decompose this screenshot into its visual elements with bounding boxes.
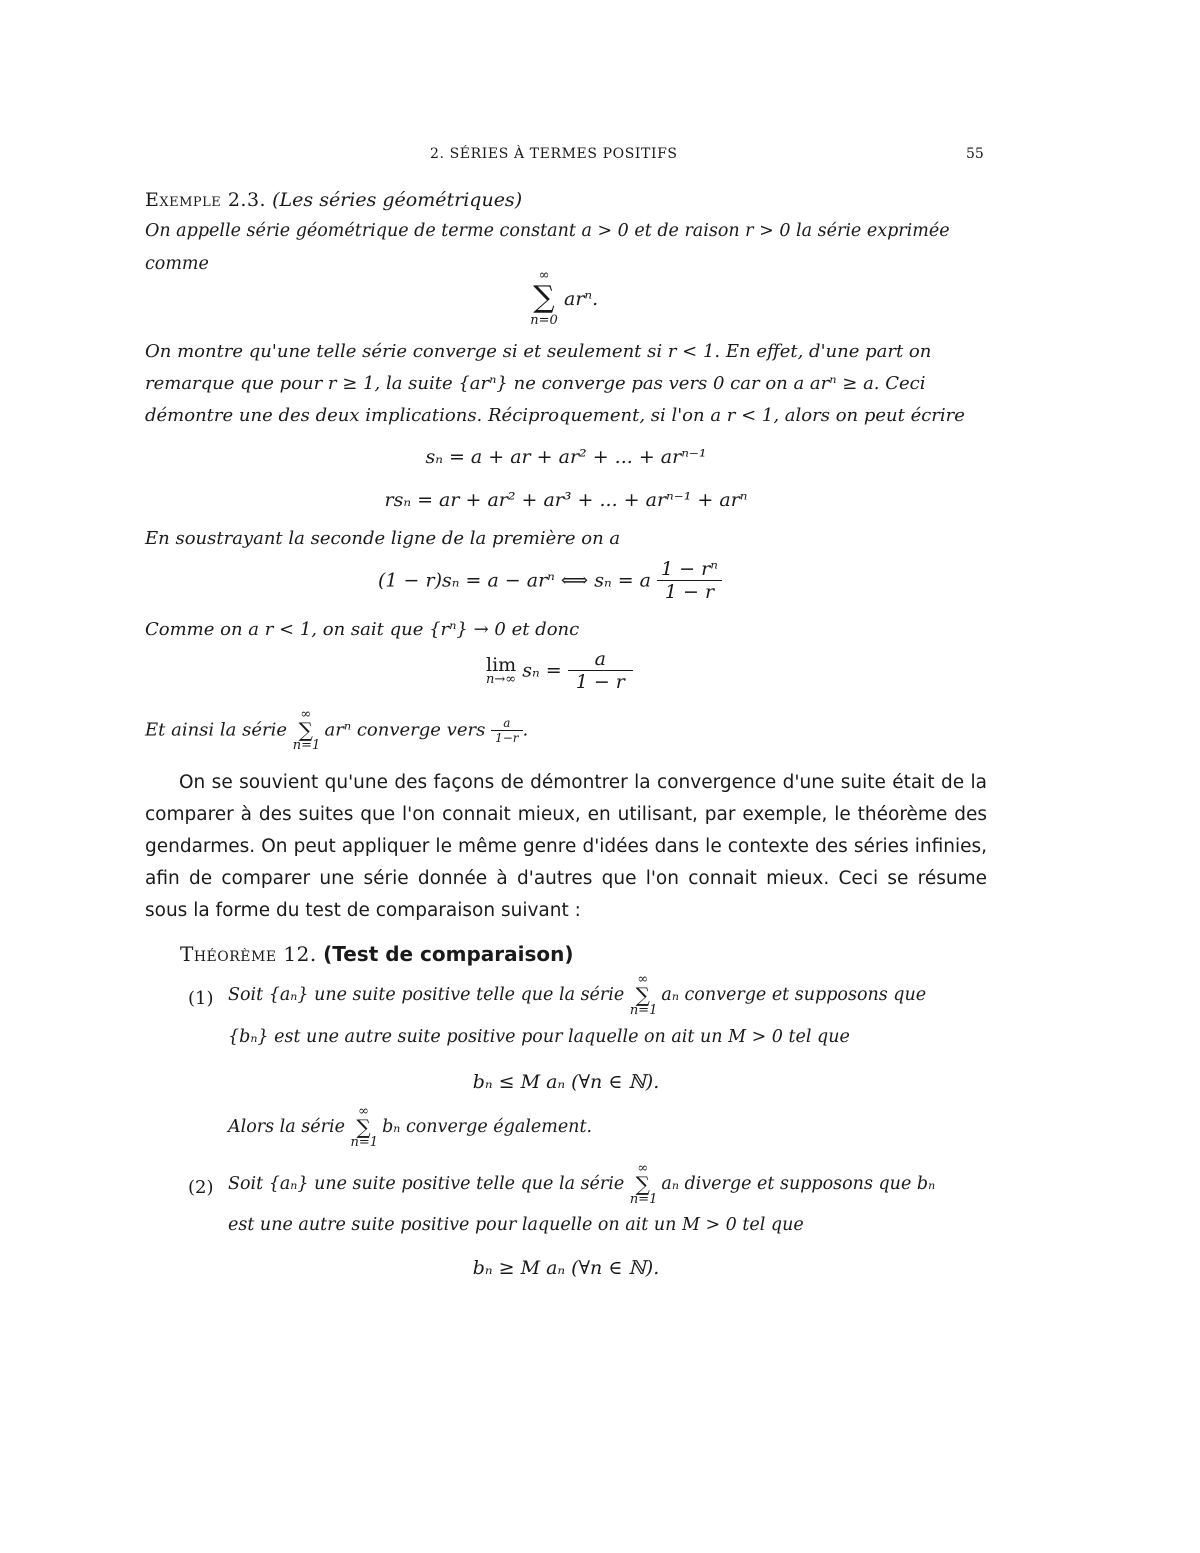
example-heading [145, 189, 522, 211]
difference-fraction [657, 558, 722, 603]
definition-line-2: comme [145, 254, 209, 274]
item-1-then-sum-upper: ∞ [358, 1104, 369, 1119]
proof-line-3: démontre une des deux implications. Réciproquement, si l'on a r < 1, alors on peut écrire [145, 405, 965, 426]
item-1-then-sum-lower: n=1 [350, 1135, 379, 1150]
page-number: 55 [966, 146, 984, 162]
conclusion-fraction [491, 716, 522, 745]
definition-line-1: On appelle série géométrique de terme constant a > 0 et de raison r > 0 la série exprimée [145, 221, 950, 241]
equation-sn: sₙ = a + ar + ar² + ... + arⁿ⁻¹ [425, 446, 707, 468]
item-1-then-sigma: ∑ [356, 1115, 371, 1139]
item-1-then-end: bₙ converge également. [382, 1117, 593, 1137]
lim-subscript: n→∞ [486, 672, 517, 687]
item-1-sum-upper: ∞ [637, 972, 649, 987]
example-label: Exemple 2.3. [145, 189, 267, 211]
sigma-symbol: ∑ [533, 280, 555, 315]
inline-sum-upper: ∞ [300, 707, 312, 722]
item-2-sum-lower: n=1 [629, 1192, 658, 1207]
limit-text: Comme on a r < 1, on sait que {rⁿ} → 0 et donc [145, 619, 580, 640]
item-2-end: aₙ diverge et supposons que bₙ [661, 1174, 936, 1194]
item-1-end: aₙ converge et supposons que [661, 985, 927, 1005]
subtraction-text: En soustrayant la seconde ligne de la première on a [145, 528, 621, 549]
item-2-inequality: bₙ ≥ M aₙ (∀n ∈ ℕ). [472, 1257, 660, 1279]
item-1-number: (1) [188, 988, 214, 1009]
item-2-sum-upper: ∞ [637, 1161, 649, 1176]
proof-line-1: On montre qu'une telle série converge si et seulement si r < 1. En effet, d'une part on [145, 341, 932, 362]
limit-middle: sₙ = [522, 659, 562, 682]
item-1-line-2: {bₙ} est une autre suite positive pour laquelle on ait un M > 0 tel que [228, 1027, 850, 1047]
item-2-line-1 [228, 1161, 935, 1207]
conclusion-middle: arⁿ converge vers [324, 719, 486, 741]
item-2-sigma: ∑ [635, 1172, 650, 1196]
item-2-line-2: est une autre suite positive pour laquelle on ait un M > 0 tel que [228, 1215, 804, 1235]
item-1-then-start: Alors la série [228, 1117, 345, 1137]
conclusion-period: . [522, 719, 529, 741]
sum-upper-limit: ∞ [538, 268, 550, 283]
item-1-sigma: ∑ [635, 983, 650, 1007]
theorem-heading [180, 942, 574, 966]
item-1-line-1 [228, 972, 926, 1018]
item-1-sum [630, 972, 656, 1018]
inline-sum [293, 707, 319, 753]
conclusion-numerator: a [503, 715, 511, 730]
fraction-numerator: 1 − rⁿ [661, 558, 718, 580]
equation-rsn: rsₙ = ar + ar² + ar³ + ... + arⁿ⁻¹ + arⁿ [384, 489, 748, 511]
limit-fraction [568, 648, 633, 693]
item-1-conclusion [228, 1104, 592, 1150]
sum-term: arⁿ. [564, 288, 599, 310]
item-1-start: Soit {aₙ} une suite positive telle que la série [228, 985, 625, 1005]
limit-equation [486, 648, 633, 693]
conclusion-start: Et ainsi la série [145, 719, 288, 741]
conclusion-denominator: 1−r [491, 730, 522, 745]
item-2-sum [630, 1161, 656, 1207]
limit-denominator: 1 − r [568, 670, 633, 693]
item-2-start: Soit {aₙ} une suite positive telle que la série [228, 1174, 625, 1194]
lim-word: lim [486, 654, 517, 676]
difference-left: (1 − r)sₙ = a − arⁿ ⟺ sₙ = a [378, 569, 651, 592]
example-subtitle: (Les séries géométriques) [272, 189, 523, 211]
running-title: 2. SÉRIES À TERMES POSITIFS [430, 146, 678, 162]
conclusion-line [145, 707, 528, 753]
theorem-label: Théorème 12. [180, 942, 317, 966]
fraction-denominator: 1 − r [657, 580, 722, 603]
inline-sum-lower: n=1 [292, 738, 321, 753]
proof-line-2: remarque que pour r ≥ 1, la suite {arⁿ} ne converge pas vers 0 car on a arⁿ ≥ a. Ceci [145, 373, 926, 394]
sum-lower-limit: n=0 [530, 313, 558, 328]
limit-numerator: a [594, 648, 606, 670]
item-2-number: (2) [188, 1177, 214, 1198]
limit-operator [486, 654, 516, 687]
comparison-paragraph: On se souvient qu'une des façons de démontrer la convergence d'une suite était de la comparer à des suites que l'on connait mieux, en utilisant, par exemple, le théorème des gendarmes. On peut appliquer le même genre d'idées dans le contexte des séries infinies, afin de comparer une série donnée à d'autres que l'on connait mieux. Ceci se résume sous la forme du test de comparaison suivant : [145, 772, 987, 921]
item-1-inequality: bₙ ≤ M aₙ (∀n ∈ ℕ). [472, 1071, 660, 1093]
geometric-sum [524, 268, 564, 328]
item-1-then-sum [351, 1104, 377, 1150]
theorem-title: (Test de comparaison) [323, 942, 574, 966]
inline-sigma: ∑ [298, 718, 313, 742]
equation-difference [378, 558, 722, 603]
item-1-sum-lower: n=1 [629, 1003, 658, 1018]
